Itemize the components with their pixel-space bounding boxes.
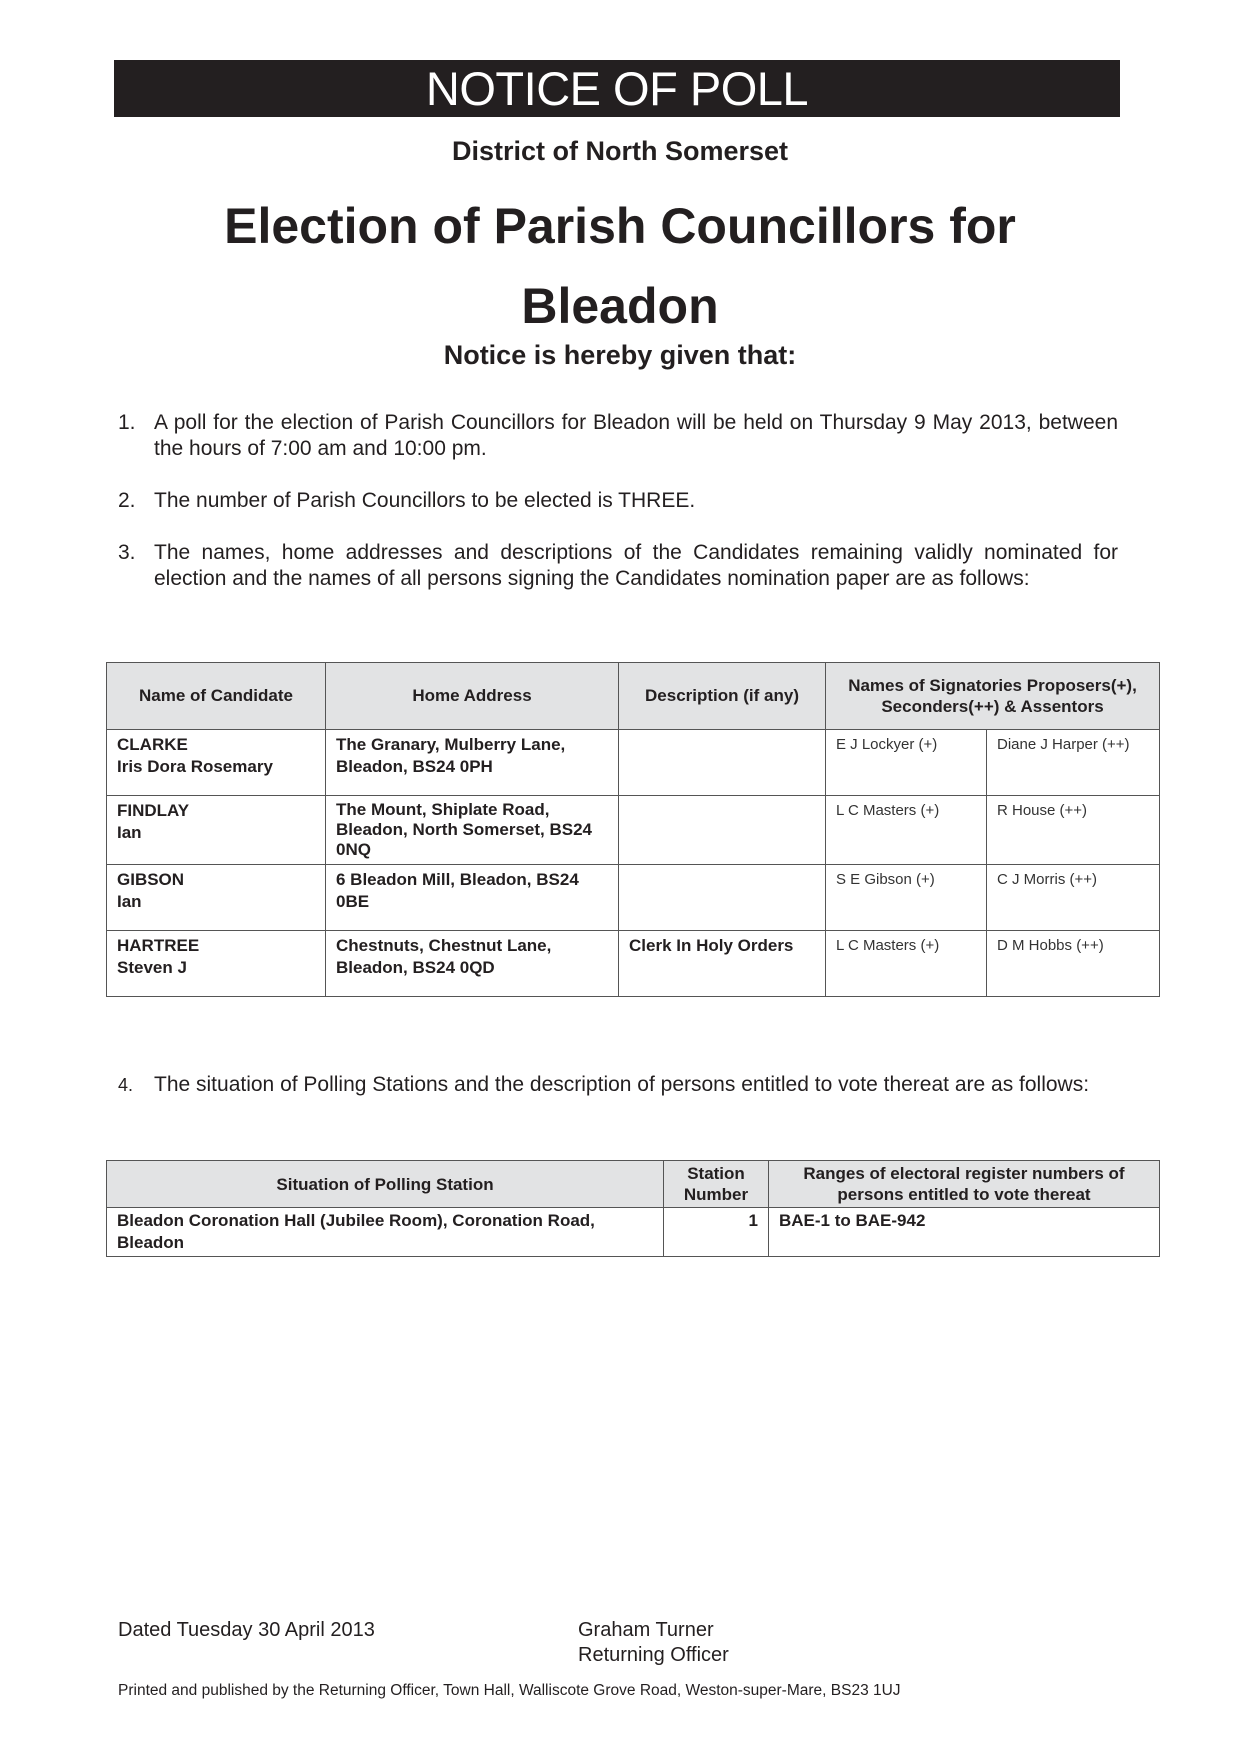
seconder: R House (++) [987,796,1160,865]
table-row [107,931,1160,997]
title-line-1: Election of Parish Councillors for [224,198,1016,254]
proposer: L C Masters (+) [826,796,987,865]
notice-of-poll-banner: NOTICE OF POLL [114,60,1120,117]
item-text: A poll for the election of Parish Councillors for Bleadon will be held on Thursday 9 May 2013, between the hours of 7:00 am and 10:00 pm. [154,411,1118,460]
notice-item-1 [118,410,1118,462]
table-row [107,865,1160,931]
officer-title: Returning Officer [578,1644,729,1666]
candidate-forenames: Ian [117,823,142,842]
table-row [107,796,1160,865]
candidate-address: Chestnuts, Chestnut Lane, Bleadon, BS24 0QD [326,931,619,997]
item-number: 3. [118,541,136,564]
item-text: The situation of Polling Stations and the description of persons entitled to vote thereat are as follows: [154,1073,1090,1096]
proposer: S E Gibson (+) [826,865,987,931]
table-header-row [107,663,1160,730]
candidates-table [106,662,1160,997]
polling-station-situation: Bleadon Coronation Hall (Jubilee Room), Coronation Road, Bleadon [107,1208,664,1257]
col-header-station-number: Station Number [664,1161,769,1208]
candidate-forenames: Iris Dora Rosemary [117,757,273,776]
seconder: D M Hobbs (++) [987,931,1160,997]
col-header-signatories: Names of Signatories Proposers(+), Seconders(++) & Assentors [826,663,1160,730]
item-number: 2. [118,489,136,512]
item-text: The number of Parish Councillors to be elected is THREE. [154,489,696,512]
candidate-forenames: Steven J [117,958,187,977]
col-header-description: Description (if any) [619,663,826,730]
candidate-description [619,796,826,865]
candidate-address: The Granary, Mulberry Lane, Bleadon, BS24 0PH [326,730,619,796]
candidate-surname: FINDLAY [117,801,190,820]
seconder: C J Morris (++) [987,865,1160,931]
dated-line: Dated Tuesday 30 April 2013 [118,1619,375,1641]
col-header-ranges: Ranges of electoral register numbers of persons entitled to vote thereat [769,1161,1160,1208]
district-heading: District of North Somerset [451,136,789,166]
candidate-address: The Mount, Shiplate Road, Bleadon, North Somerset, BS24 0NQ [326,796,619,865]
candidate-name [107,730,326,796]
candidate-name [107,865,326,931]
candidate-forenames: Ian [117,892,142,911]
seconder: Diane J Harper (++) [987,730,1160,796]
item-text: The names, home addresses and descriptions of the Candidates remaining validly nominated for election and the names of all persons signing the Candidates nomination paper are as follows: [154,541,1118,590]
polling-station-ranges: BAE-1 to BAE-942 [769,1208,1160,1257]
title-line-2: Bleadon [521,278,719,334]
col-header-situation: Situation of Polling Station [107,1161,664,1208]
table-header-row [107,1161,1160,1208]
candidate-description: Clerk In Holy Orders [619,931,826,997]
proposer: L C Masters (+) [826,931,987,997]
imprint-line: Printed and published by the Returning Officer, Town Hall, Walliscote Grove Road, Weston-super-Mare, BS23 1UJ [118,1682,901,1699]
candidate-name [107,796,326,865]
candidate-name [107,931,326,997]
notice-intro: Notice is hereby given that: [443,340,797,370]
candidate-surname: GIBSON [117,870,185,889]
candidate-description [619,865,826,931]
candidate-surname: HARTREE [117,936,200,955]
candidate-address: 6 Bleadon Mill, Bleadon, BS24 0BE [326,865,619,931]
notice-item-2 [118,488,1118,514]
col-header-address: Home Address [326,663,619,730]
col-header-name: Name of Candidate [107,663,326,730]
item-number: 4. [118,1075,134,1095]
page-title [0,186,1240,346]
officer-name: Graham Turner [578,1619,714,1641]
polling-stations-table [106,1160,1160,1257]
notice-item-4 [118,1072,1118,1098]
candidate-description [619,730,826,796]
notice-item-3 [118,540,1118,592]
candidate-surname: CLARKE [117,735,188,754]
returning-officer-signature [578,1618,729,1668]
proposer: E J Lockyer (+) [826,730,987,796]
polling-station-number: 1 [664,1208,769,1257]
table-row [107,1208,1160,1257]
table-row [107,730,1160,796]
item-number: 1. [118,411,136,434]
